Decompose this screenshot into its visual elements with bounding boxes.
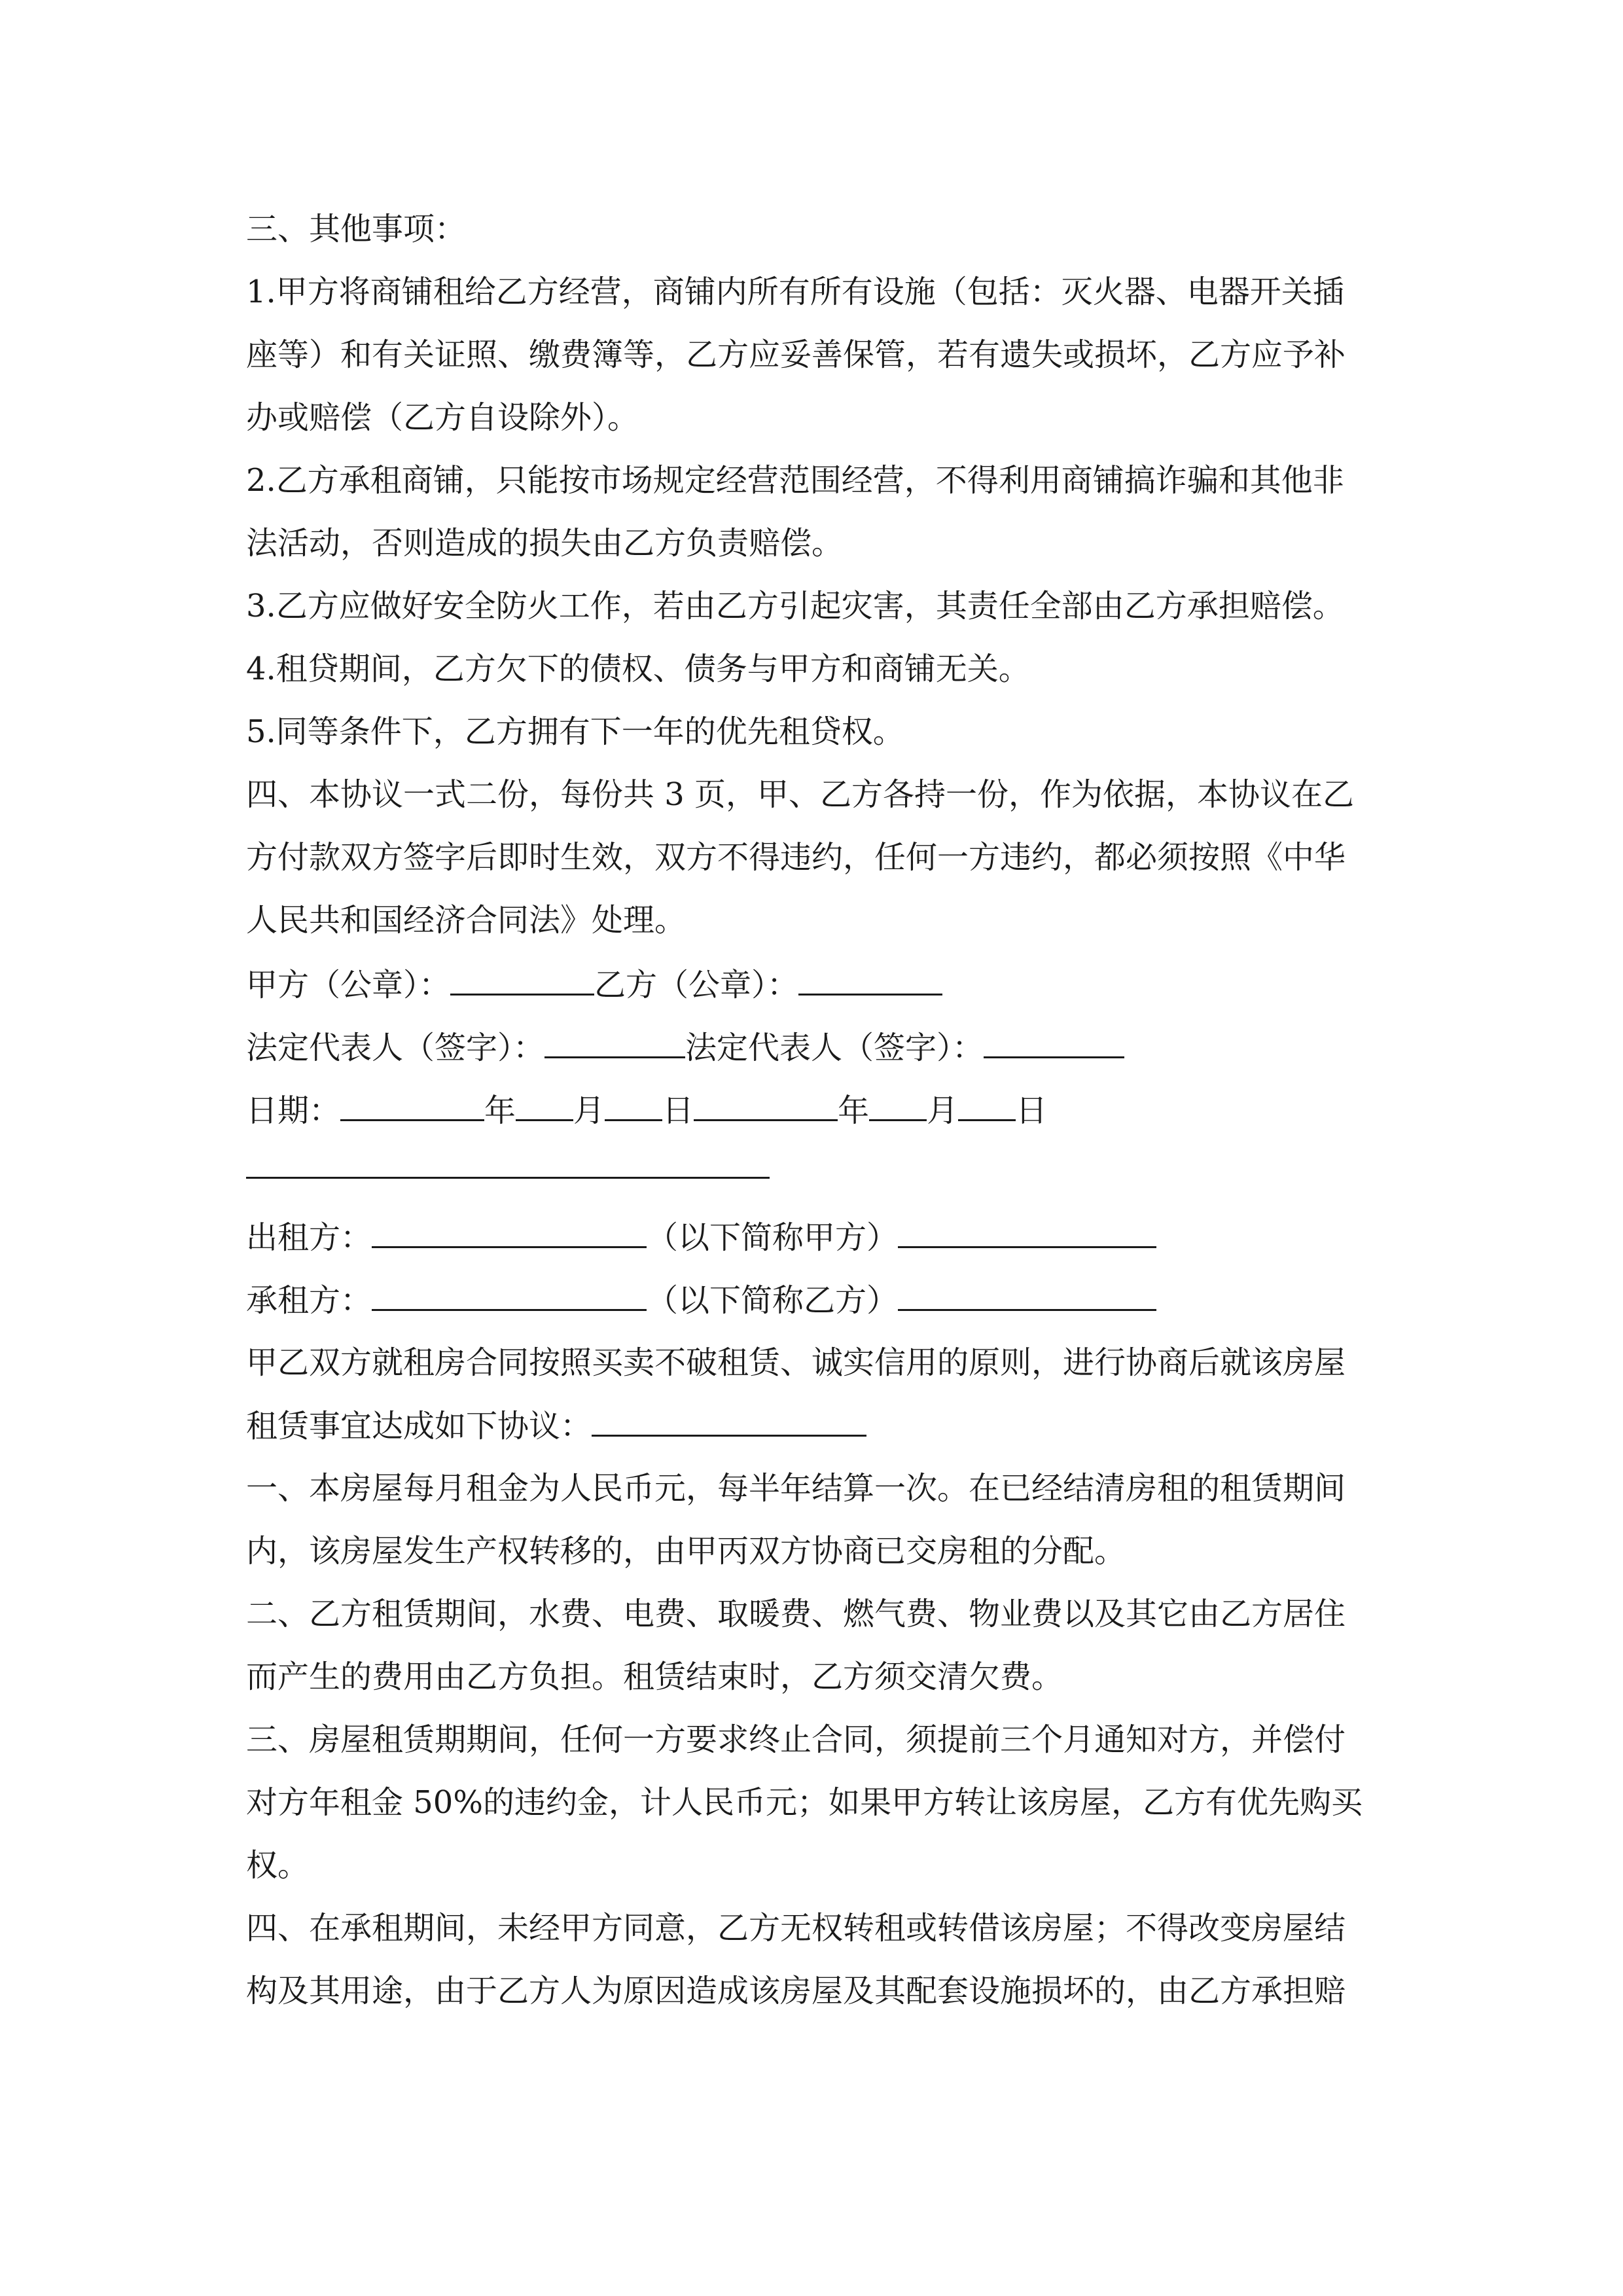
party-a-seal-blank[interactable] (450, 965, 594, 996)
day-a-blank[interactable] (605, 1090, 662, 1121)
lessee-blank[interactable] (372, 1280, 647, 1311)
party-b-seal-blank[interactable] (798, 965, 942, 996)
party-a-seal-label: 甲方（公章）： (246, 967, 451, 1003)
rep-b-label: 法定代表人（签字）： (685, 1030, 984, 1066)
rep-a-label: 法定代表人（签字）： (246, 1030, 545, 1066)
text-line: 三、房屋租赁期期间，任何一方要求终止合同，须提前三个月通知对方，并偿付 (246, 1721, 1346, 1758)
year-a-blank[interactable] (340, 1090, 484, 1121)
section-divider-rule (246, 1177, 770, 1179)
signature-line-parties (246, 965, 942, 1005)
text-line: 内，该房屋发生产权转移的，由甲丙双方协商已交房租的分配。 (246, 1533, 1126, 1570)
text-line: 一、本房屋每月租金为人民币元，每半年结算一次。在已经结清房租的租赁期间 (246, 1470, 1346, 1507)
text-line: 3.乙方应做好安全防火工作，若由乙方引起灾害，其责任全部由乙方承担赔偿。 (246, 588, 1344, 624)
text-line: 1.甲方将商铺租给乙方经营，商铺内所有所有设施（包括：灭火器、电器开关插 (246, 274, 1344, 310)
month-label: 月 (927, 1092, 959, 1129)
text-line: 4.租贷期间，乙方欠下的债权、债务与甲方和商铺无关。 (246, 651, 1030, 687)
lessor-line (246, 1217, 1156, 1257)
rep-b-blank[interactable] (984, 1028, 1124, 1058)
agreement-intro-line (246, 1406, 866, 1446)
lessee-extra-blank[interactable] (898, 1280, 1156, 1311)
text-line: 而产生的费用由乙方负担。租赁结束时，乙方须交清欠费。 (246, 1659, 1063, 1695)
month-a-blank[interactable] (516, 1090, 573, 1121)
day-label: 日 (1016, 1092, 1048, 1129)
section-heading-other-matters: 三、其他事项： (246, 211, 467, 247)
lessor-blank[interactable] (372, 1217, 647, 1248)
date-label: 日期： (246, 1092, 341, 1129)
text-line: 2.乙方承租商铺，只能按市场规定经营范围经营，不得利用商铺搞诈骗和其他非 (246, 462, 1344, 499)
lessor-label: 出租方： (246, 1219, 372, 1256)
text-line: 四、本协议一式二份，每份共 3 页，甲、乙方各持一份，作为依据，本协议在乙 (246, 776, 1355, 813)
text-line: 权。 (246, 1847, 310, 1884)
year-b-blank[interactable] (694, 1090, 838, 1121)
agreement-blank[interactable] (592, 1406, 866, 1437)
lessor-note: （以下简称甲方） (647, 1219, 899, 1256)
text-line: 四、在承租期间，未经甲方同意，乙方无权转租或转借该房屋；不得改变房屋结 (246, 1910, 1346, 1946)
text-line: 办或赔偿（乙方自设除外）。 (246, 399, 639, 436)
year-label: 年 (838, 1092, 870, 1129)
agreement-intro-text: 租赁事宜达成如下协议： (246, 1408, 592, 1444)
month-b-blank[interactable] (869, 1090, 927, 1121)
lessee-label: 承租方： (246, 1282, 372, 1319)
signature-line-date (246, 1090, 1047, 1130)
day-b-blank[interactable] (958, 1090, 1016, 1121)
day-label: 日 (662, 1092, 694, 1129)
text-line: 对方年租金 50%的违约金，计人民币元；如果甲方转让该房屋，乙方有优先购买 (246, 1784, 1363, 1821)
text-line: 构及其用途，由于乙方人为原因造成该房屋及其配套设施损坏的，由乙方承担赔 (246, 1973, 1346, 2009)
month-label: 月 (573, 1092, 605, 1129)
text-line: 二、乙方租赁期间，水费、电费、取暖费、燃气费、物业费以及其它由乙方居住 (246, 1596, 1346, 1632)
text-line: 座等）和有关证照、缴费簿等，乙方应妥善保管，若有遗失或损坏，乙方应予补 (246, 336, 1346, 373)
lessee-line (246, 1280, 1156, 1320)
signature-line-representatives (246, 1028, 1124, 1067)
year-label: 年 (484, 1092, 516, 1129)
text-line: 法活动，否则造成的损失由乙方负责赔偿。 (246, 525, 844, 562)
text-line: 方付款双方签字后即时生效，双方不得违约，任何一方违约，都必须按照《中华 (246, 839, 1346, 876)
party-b-seal-label: 乙方（公章）： (594, 967, 799, 1003)
text-line: 甲乙双方就租房合同按照买卖不破租赁、诚实信用的原则，进行协商后就该房屋 (246, 1344, 1346, 1381)
lessor-extra-blank[interactable] (898, 1217, 1156, 1248)
rep-a-blank[interactable] (544, 1028, 685, 1058)
text-line: 人民共和国经济合同法》处理。 (246, 902, 687, 939)
lessee-note: （以下简称乙方） (647, 1282, 899, 1319)
text-line: 5.同等条件下，乙方拥有下一年的优先租贷权。 (246, 713, 904, 750)
